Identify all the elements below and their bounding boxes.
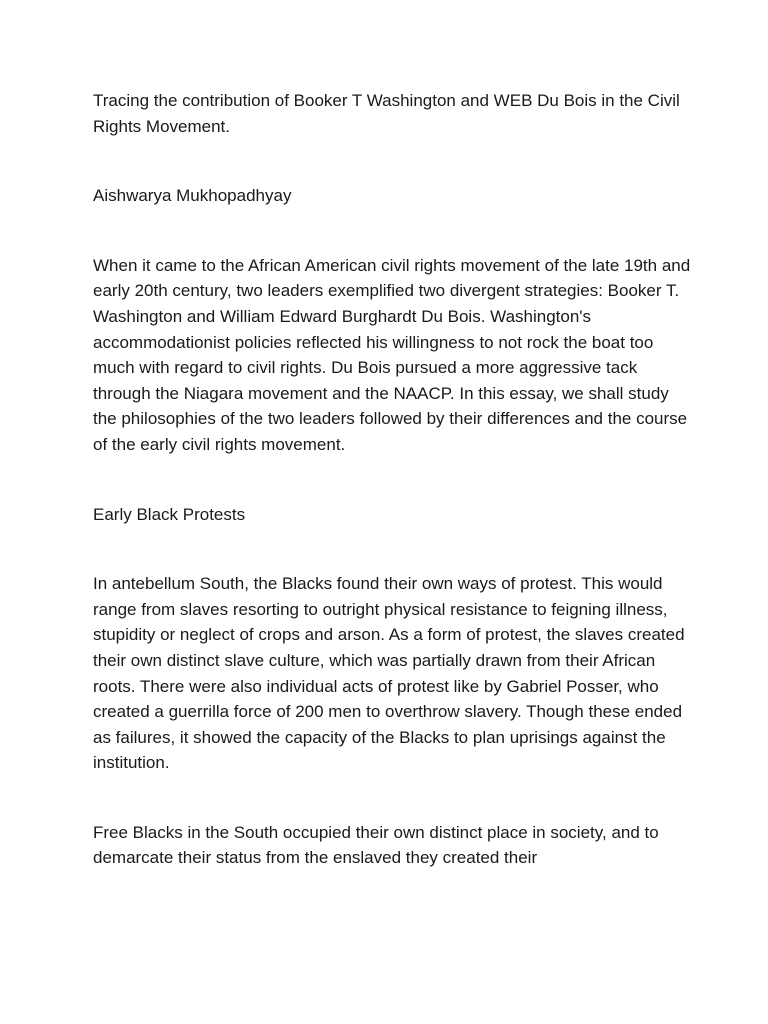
document-title: Tracing the contribution of Booker T Washington and WEB Du Bois in the Civil Rights Movement. xyxy=(93,91,680,136)
body-paragraph-2: Free Blacks in the South occupied their own distinct place in society, and to demarcate their status from the enslaved they created their xyxy=(93,822,659,868)
intro-paragraph: When it came to the African American civil rights movement of the late 19th and early 20th century, two leaders exemplified two divergent strategies: Booker T. Washington and William Edward Burghardt Du Bois. Washington's accommodationist policies reflected his willingness to not rock the boat too much with regard to civil rights. Du Bois pursued a more aggressive tack through the Niagara movement and the NAACP. In this essay, we shall study the philosophies of the two leaders followed by their differences and the course of the early civil rights movement. xyxy=(93,255,691,454)
author-name: Aishwarya Mukhopadhyay xyxy=(93,186,292,206)
body-paragraph-1: In antebellum South, the Blacks found their own ways of protest. This would range from slaves resorting to outright physical resistance to feigning illness, stupidity or neglect of crops and arson. As a form of protest, the slaves created their own distinct slave culture, which was partially drawn from their African roots. There were also individual acts of protest like by Gabriel Posser, who created a guerrilla force of 200 men to overthrow slavery. Though these ended as failures, it showed the capacity of the Blacks to plan uprisings against the institution. xyxy=(93,574,685,773)
document-page xyxy=(93,88,693,915)
section-heading: Early Black Protests xyxy=(93,504,246,524)
